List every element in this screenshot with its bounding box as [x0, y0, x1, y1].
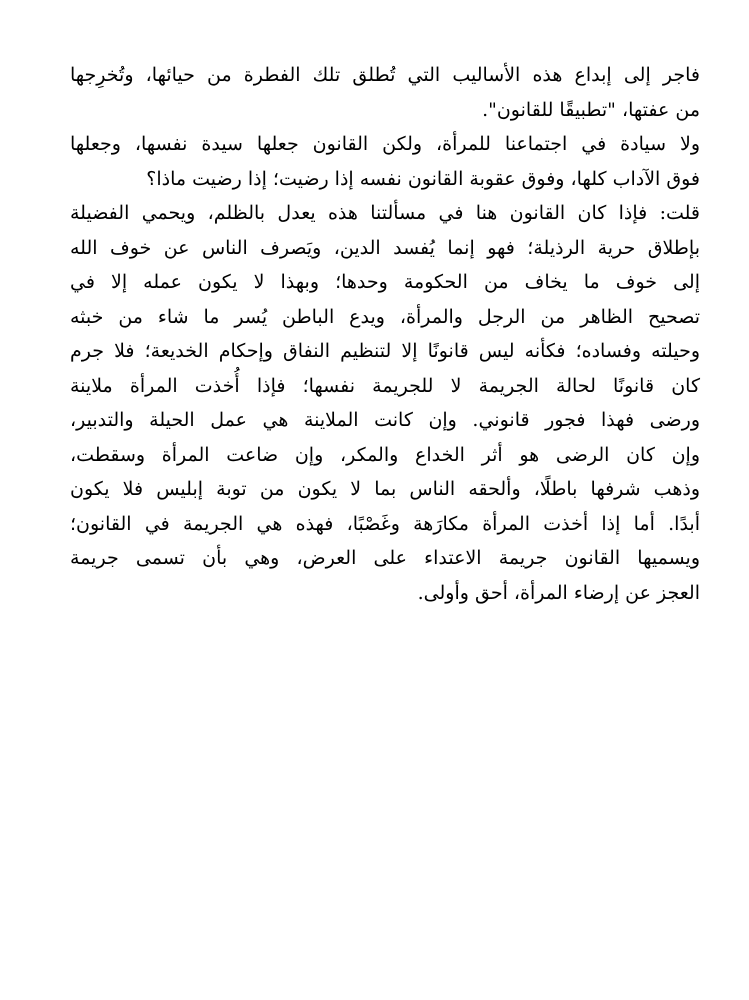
text-line: وإن كان الرضى هو أثر الخداع والمكر، وإن ضاعت المرأة وسقطت،: [70, 443, 700, 466]
text-line: العجز عن إرضاء المرأة، أحق وأولى.: [417, 581, 700, 604]
text-line: ورضى فهذا فجور قانوني. وإن كانت الملاينة هي عمل الحيلة والتدبير،: [70, 409, 700, 431]
paragraph-2: [70, 127, 700, 196]
text-line: ولا سيادة في اجتماعنا للمرأة، ولكن القانون جعلها سيدة نفسها، وجعلها: [70, 133, 700, 155]
text-line: بإطلاق حرية الرذيلة؛ فهو إنما يُفسد الدين، ويَصرف الناس عن خوف الله: [70, 236, 700, 259]
text-line: كان قانونًا لحالة الجريمة لا للجريمة نفسها؛ فإذا أُخذت المرأة ملاينة: [70, 374, 700, 397]
text-line: تصحيح الظاهر من الرجل والمرأة، ويدع الباطن يُسر ما شاء من خبثه: [70, 305, 700, 328]
text-line: أبدًا. أما إذا أخذت المرأة مكارَهة وغَصْبًا، فهذه هي الجريمة في القانون؛: [70, 512, 700, 535]
text-line: فوق الآداب كلها، وفوق عقوبة القانون نفسه إذا رضيت؛ إذا رضيت ماذا؟: [146, 167, 700, 190]
text-line: وذهب شرفها باطلًا، وألحقه الناس بما لا يكون من توبة إبليس فلا يكون: [70, 478, 700, 500]
text-line: إلى خوف ما يخاف من الحكومة وحدها؛ وبهذا لا يكون عمله إلا في: [70, 271, 700, 293]
text-line: فاجر إلى إبداع هذه الأساليب التي تُطلق تلك الفطرة من حيائها، وتُخرِجها: [70, 64, 700, 86]
text-line: ويسميها القانون جريمة الاعتداء على العرض، وهي بأن تسمى جريمة: [70, 547, 700, 569]
body-text: [70, 58, 700, 610]
text-line: قلت: فإذا كان القانون هنا في مسألتنا هذه يعدل بالظلم، ويحمي الفضيلة: [70, 202, 700, 224]
text-line: من عفتها، "تطبيقًا للقانون".: [482, 98, 700, 121]
text-line: وحيلته وفساده؛ فكأنه ليس قانونًا إلا لتنظيم النفاق وإحكام الخديعة؛ فلا جرم: [70, 340, 700, 362]
paragraph-1: [70, 58, 700, 127]
paragraph-3: [70, 196, 700, 610]
